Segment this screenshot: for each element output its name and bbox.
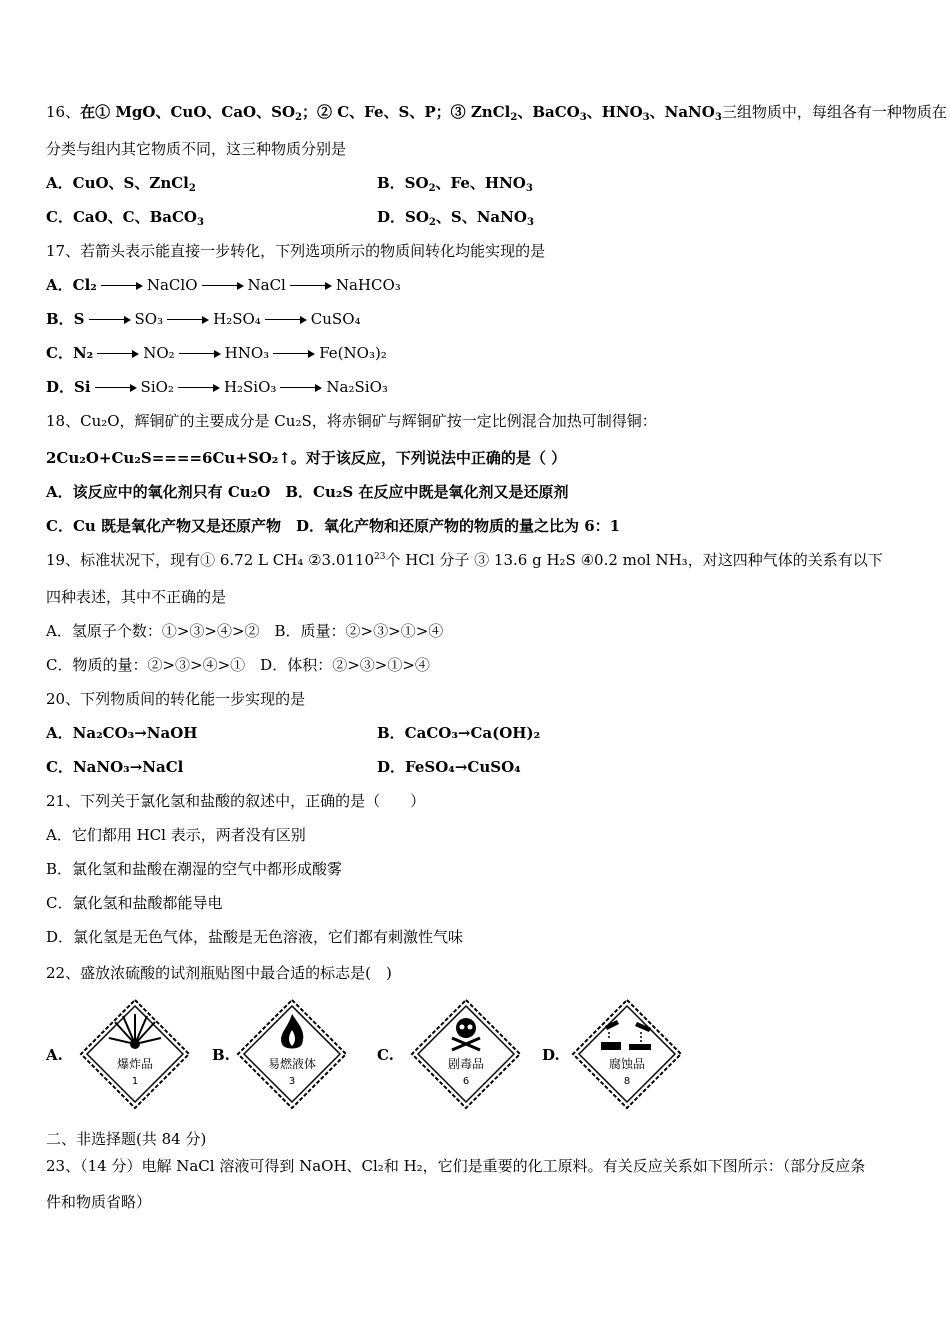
q20-option-b: B．CaCO₃→Ca(OH)₂ — [377, 724, 541, 742]
q22-stem: 22、盛放浓硫酸的试剂瓶贴图中最合适的标志是( ) — [46, 964, 392, 982]
q17-option-a: A．Cl₂ NaClO NaCl NaHCO₃ — [46, 276, 401, 294]
q19-options-ab: A．氢原子个数：①>③>④>② B．质量：②>③>①>④ — [46, 622, 444, 640]
arrow-icon — [97, 349, 139, 359]
section-two-heading: 二、非选择题(共 84 分) — [46, 1130, 207, 1148]
q20-option-d: D．FeSO₄→CuSO₄ — [377, 758, 521, 776]
q16-option-a: A．CuO、S、ZnCl$_2$ — [46, 174, 196, 194]
q16-option-c: C．CaO、C、BaCO$_3$ — [46, 208, 204, 228]
q18-options-cd: C．Cu 既是氧化产物又是还原产物 D．氧化产物和还原产物的物质的量之比为 6：1 — [46, 517, 621, 535]
q18-stem-line2: 2Cu₂O+Cu₂S====6Cu+SO₂↑。对于该反应，下列说法中正确的是（ ） — [46, 449, 567, 467]
arrow-icon — [273, 349, 315, 359]
q20-stem: 20、下列物质间的转化能一步实现的是 — [46, 690, 306, 708]
arrow-icon — [202, 281, 244, 291]
q18-stem-line1: 18、Cu₂O，辉铜矿的主要成分是 Cu₂S，将赤铜矿与辉铜矿按一定比例混合加热可制得铜： — [46, 412, 657, 430]
q21-stem: 21、下列关于氯化氢和盐酸的叙述中，正确的是（ ） — [46, 792, 426, 810]
explosive-sign-icon — [79, 998, 191, 1110]
q23-stem-line2: 件和物质省略） — [46, 1193, 152, 1211]
arrow-icon — [178, 383, 220, 393]
sign-b-num: 3 — [288, 1076, 296, 1087]
q17-stem: 17、若箭头表示能直接一步转化，下列选项所示的物质间转化均能实现的是 — [46, 242, 546, 260]
q19-options-cd: C．物质的量：②>③>④>① D．体积：②>③>①>④ — [46, 656, 430, 674]
q21-option-d: D．氯化氢是无色气体，盐酸是无色溶液，它们都有刺激性气味 — [46, 928, 464, 946]
toxic-sign-icon — [410, 998, 522, 1110]
q17-option-d: D．Si SiO₂ H₂SiO₃ Na₂SiO₃ — [46, 378, 388, 396]
arrow-icon — [290, 281, 332, 291]
sign-c-name: 剧毒品 — [447, 1057, 485, 1071]
q21-option-c: C．氯化氢和盐酸都能导电 — [46, 894, 223, 912]
q20-option-c: C．NaNO₃→NaCl — [46, 758, 184, 776]
sign-a-num: 1 — [131, 1076, 139, 1087]
sign-d-num: 8 — [623, 1076, 631, 1087]
arrow-icon — [167, 315, 209, 325]
q16-stem-line1: 16、在① MgO、CuO、CaO、$SO_2$；② C、Fe、S、P；③ ZnCl$_2$、BaCO$_3$、$HNO_3$、NaNO$_3$三组物质中，每组各有一种物质在 — [46, 103, 947, 123]
q17-option-b: B．S SO₃ H₂SO₄ CuSO₄ — [46, 310, 361, 328]
sign-c-num: 6 — [462, 1076, 470, 1087]
q19-stem-line2: 四种表述，其中不正确的是 — [46, 588, 227, 606]
q20-option-a: A．Na₂CO₃→NaOH — [46, 724, 198, 742]
flammable-liquid-sign-icon — [236, 998, 348, 1110]
q21-option-b: B．氯化氢和盐酸在潮湿的空气中都形成酸雾 — [46, 860, 343, 878]
q19-stem-line1: 19、标准状况下，现有① 6.72 L CH₄ ②3.0110$^{23}$个 HCl 分子 ③ 13.6 g H₂S ④0.2 mol NH₃，对这四种气体的关系有以下 — [46, 551, 883, 569]
q16-stem-line2: 分类与组内其它物质不同，这三种物质分别是 — [46, 140, 347, 158]
q18-options-ab: A．该反应中的氧化剂只有 Cu₂O B．Cu₂S 在反应中既是氧化剂又是还原剂 — [46, 483, 569, 501]
arrow-icon — [101, 281, 143, 291]
sign-d-name: 腐蚀品 — [608, 1057, 646, 1071]
q22-label-c: C. — [377, 1046, 394, 1064]
sign-b-name: 易燃液体 — [267, 1057, 317, 1071]
q23-stem-line1: 23、（14 分）电解 NaCl 溶液可得到 NaOH、Cl₂和 H₂，它们是重要的化工原料。有关反应关系如下图所示：（部分反应条 — [46, 1157, 866, 1175]
q17-option-c: C．N₂ NO₂ HNO₃ Fe(NO₃)₂ — [46, 344, 387, 362]
q22-label-d: D. — [542, 1046, 560, 1064]
arrow-icon — [95, 383, 137, 393]
sign-a-name: 爆炸品 — [116, 1057, 154, 1071]
arrow-icon — [89, 315, 131, 325]
arrow-icon — [265, 315, 307, 325]
q16-option-d: D．$SO_2$、S、NaNO$_3$ — [377, 208, 534, 228]
arrow-icon — [179, 349, 221, 359]
arrow-icon — [280, 383, 322, 393]
q22-label-a: A. — [46, 1046, 63, 1064]
q22-label-b: B. — [212, 1046, 230, 1064]
q21-option-a: A．它们都用 HCl 表示，两者没有区别 — [46, 826, 306, 844]
q16-option-b: B．$SO_2$、Fe、$HNO_3$ — [377, 174, 533, 194]
corrosive-sign-icon — [571, 998, 683, 1110]
